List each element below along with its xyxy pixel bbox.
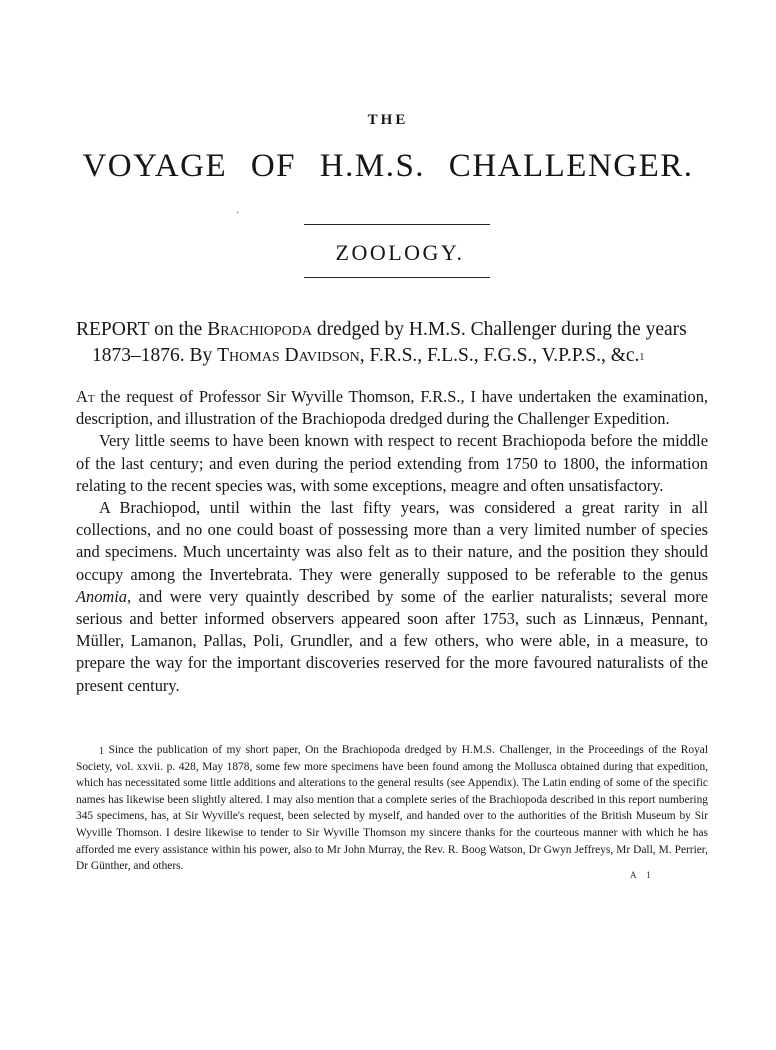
paragraph-1 — [76, 386, 708, 430]
report-line-2 — [76, 343, 708, 369]
heading-the: THE — [367, 112, 409, 128]
rule-bottom — [304, 277, 490, 278]
footnote-mark: 1 — [99, 746, 104, 757]
rule-top — [304, 224, 490, 225]
report-text-2: dredged by H.M.S. Challenger during the years — [311, 319, 687, 340]
paragraph-3-text-b: , and were very quaintly described by some of the earlier naturalists; several more serious and better informed observers appeared soon after 1753, such as Linnæus, Pennant, Müller, Lamanon, Pallas, Poli, Grundler, and a few others, who were able, in a measure, to prepare the way for the important discoveries reserved for the more favoured naturalists of the present century. — [76, 586, 708, 695]
print-speck: · — [236, 208, 240, 219]
paragraph-3-text-a: A Brachiopod, until within the last fifty years, was considered a great rarity in all collections, and no one could boast of possessing more than a very limited number of species and specimens. Much uncertainty was also felt as to their nature, and the position they should occupy among the Invertebrata. They were generally supposed to be referable to the genus — [76, 498, 708, 584]
footnote-text: Since the publication of my short paper, On the Brachiopoda dredged by H.M.S. Challenger, in the Proceedings of the Royal Society, vol. xxvii. p. 428, May 1878, some few more specimens have been found among the Mollusca obtained during that expedition, which has necessitated some little additions and alterations to the general results (see Appendix). The Latin ending of some of the specific names has likewise been slightly altered. I may also mention that a complete series of the Brachiopoda described in this report numbering 345 specimens, has, at Sir Wyville's request, been selected by myself, and handed over to the authorities of the British Museum by Sir Wyville Thomson. I desire likewise to tender to Sir Wyville Thomson my sincere thanks for the courteous manner with which he has afforded me every assistance within his power, also to Mr John Murray, the Rev. R. Boog Watson, Dr Gwyn Jeffreys, Mr Dall, M. Perrier, Dr Günther, and others. — [76, 744, 708, 873]
report-text-1: REPORT on the — [76, 319, 208, 340]
report-title — [76, 317, 708, 369]
report-text-3: 1873–1876. By — [92, 345, 218, 366]
footnote — [76, 742, 708, 875]
paragraph-3 — [76, 497, 708, 697]
footnote-reference: 1 — [639, 352, 645, 363]
paragraph-3-genus: Anomia — [76, 586, 127, 606]
report-author: Thomas Davidson — [217, 345, 360, 366]
report-brachiopoda: Brachiopoda — [207, 319, 312, 340]
main-title: VOYAGE OF H.M.S. CHALLENGER. — [82, 148, 694, 184]
paragraph-1-opening: At — [76, 387, 95, 406]
paragraph-2: Very little seems to have been known with respect to recent Brachiopoda before the middle of the last century; and even during the period extending from 1750 to 1800, the information relating to the recent species was, with some exceptions, meagre and often unsatisfactory. — [76, 431, 708, 495]
report-text-4: , F.R.S., F.L.S., F.G.S., V.P.P.S., &c. — [359, 345, 640, 366]
body-text — [76, 386, 708, 697]
footnote-paragraph — [76, 742, 708, 875]
paragraph-1-text: the request of Professor Sir Wyville Thomson, F.R.S., I have undertaken the examination, description, and illustration of the Brachiopoda dredged during the Challenger Expedition. — [76, 387, 708, 429]
section-title: ZOOLOGY. — [335, 240, 465, 265]
signature-mark: A 1 — [630, 870, 655, 880]
